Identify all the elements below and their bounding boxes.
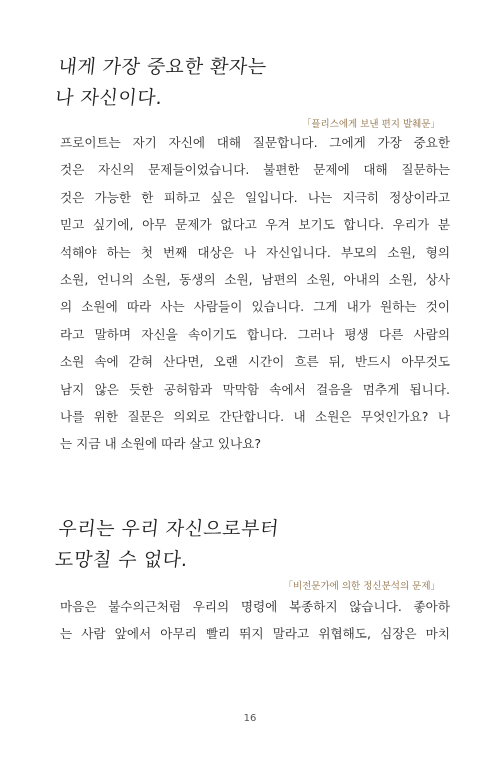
text-line: 것은 자신의 문제들이었습니다. 불편한 문제에 대해 질문하는 [60, 162, 450, 178]
text-line: 프로이트는 자기 자신에 대해 질문합니다. 그에게 가장 중요한 [60, 135, 450, 150]
heading-line: 우리는 우리 자신으로부터 [57, 518, 281, 540]
text-line: 는 사람 앞에서 아무리 빨리 뛰지 말라고 위협해도, 심장은 마치 [60, 626, 450, 642]
text-line: 소원, 언니의 소원, 동생의 소원, 남편의 소원, 아내의 소원, 상사 [60, 271, 450, 287]
text-line: 나를 위한 질문은 의외로 간단합니다. 내 소원은 무엇인가요? 나 [60, 408, 450, 424]
section-heading-2 [53, 514, 280, 576]
heading-line: 도망칠 수 없다. [54, 549, 190, 571]
heading-line: 내게 가장 중요한 환자는 [57, 56, 268, 78]
section-heading-1 [53, 52, 268, 114]
heading-line: 나 자신이다. [54, 87, 164, 109]
body-paragraph-1 [60, 129, 450, 458]
text-line: 의 소원에 따라 사는 사람들이 있습니다. 그게 내가 원하는 것이 [60, 299, 450, 315]
text-line: 것은 가능한 한 피하고 싶은 일입니다. 나는 지극히 정상이라고 [60, 189, 450, 205]
source-citation-2: 「비전문가에 의한 정신분석의 문제」 [283, 581, 440, 592]
source-citation-1: 「플리스에게 보낸 편지 발췌문」 [301, 119, 440, 130]
page-number: 16 [243, 713, 257, 724]
body-paragraph-2 [60, 593, 450, 648]
text-line: 남지 않은 듯한 공허함과 막막함 속에서 걸음을 멈추게 됩니다. [60, 381, 450, 397]
text-line: 믿고 싶기에, 아무 문제가 없다고 우겨 보기도 합니다. 우리가 분 [60, 217, 450, 233]
text-line: 는 지금 내 소원에 따라 살고 있나요? [60, 436, 262, 452]
text-line: 마음은 불수의근처럼 우리의 명령에 복종하지 않습니다. 좋아하 [60, 599, 450, 614]
text-line: 라고 말하며 자신을 속이기도 합니다. 그러나 평생 다른 사람의 [60, 326, 450, 342]
text-line: 소원 속에 갇혀 산다면, 오랜 시간이 흐른 뒤, 반드시 아무것도 [60, 354, 450, 370]
text-line: 석해야 하는 첫 번째 대상은 나 자신입니다. 부모의 소원, 형의 [60, 244, 450, 260]
